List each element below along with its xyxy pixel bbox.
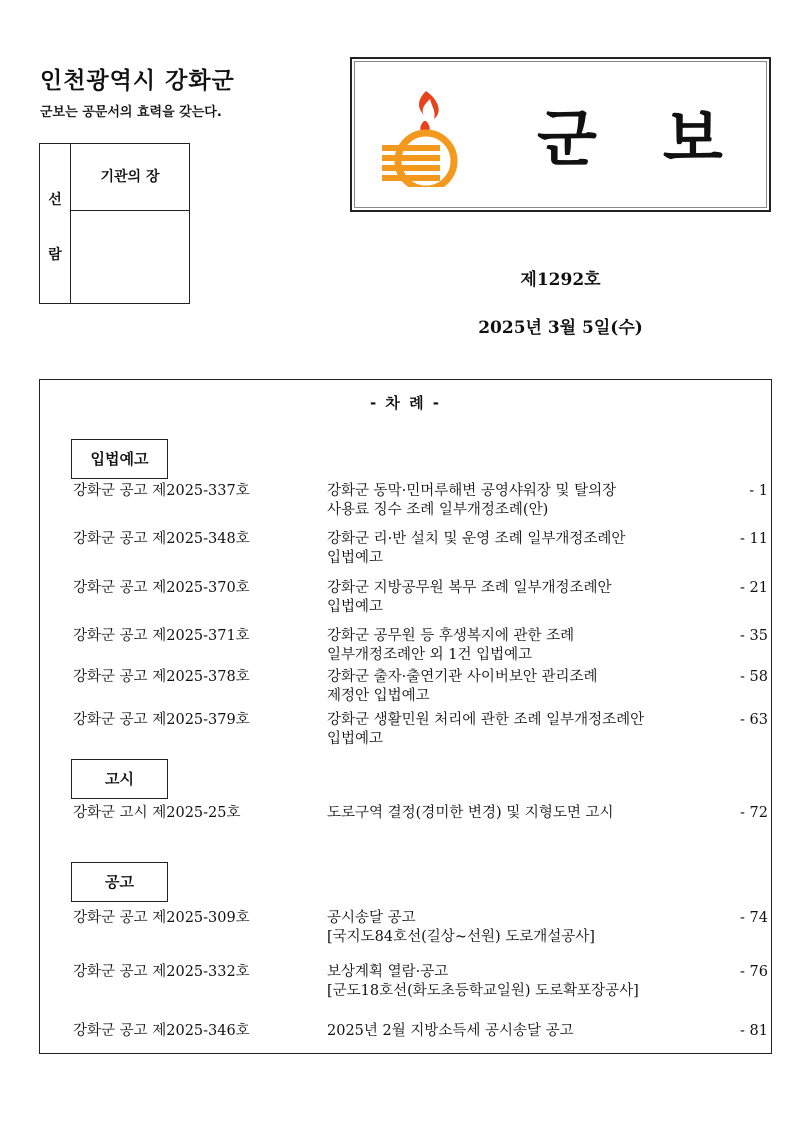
issue-number: 제1292호 bbox=[520, 270, 601, 290]
entry-page: - 76 bbox=[740, 964, 768, 980]
entry-title-line: 강화군 출자·출연기관 사이버보안 관리조례 bbox=[327, 669, 598, 685]
entry-page: - 58 bbox=[740, 669, 768, 685]
section-label-public-notice: 고시 bbox=[71, 759, 168, 799]
entry-page: - 21 bbox=[740, 580, 768, 596]
entry-code: 강화군 고시 제2025-25호 bbox=[73, 805, 241, 821]
entry-title-line: 강화군 공무원 등 후생복지에 관한 조례 bbox=[327, 628, 575, 644]
entry-title-line: 입법예고 bbox=[327, 599, 384, 615]
entry-title-line: 강화군 동막·민머루해변 공영샤워장 및 탈의장 bbox=[327, 483, 617, 499]
entry-title-line: 보상계획 열람·공고 bbox=[327, 964, 449, 980]
entry-code: 강화군 공고 제2025-309호 bbox=[73, 910, 250, 926]
circulation-side-bottom: 람 bbox=[48, 247, 62, 263]
section-label-announcement: 공고 bbox=[71, 862, 168, 902]
entry-title-line: [국지도84호선(길상~선원) 도로개설공사] bbox=[327, 929, 595, 945]
entry-title-line: [군도18호선(화도초등학교일원) 도로확포장공사] bbox=[327, 983, 639, 999]
entry-page: - 63 bbox=[740, 712, 768, 728]
entry-code: 강화군 공고 제2025-337호 bbox=[73, 483, 250, 499]
entry-title-line: 2025년 2월 지방소득세 공시송달 공고 bbox=[327, 1023, 574, 1039]
org-title: 인천광역시 강화군 bbox=[40, 68, 235, 94]
entry-page: - 11 bbox=[740, 531, 768, 547]
entry-code: 강화군 공고 제2025-378호 bbox=[73, 669, 250, 685]
gangwha-county-emblem-icon bbox=[380, 87, 470, 187]
entry-page: - 74 bbox=[740, 910, 768, 926]
masthead bbox=[350, 57, 789, 212]
entry-code: 강화군 공고 제2025-332호 bbox=[73, 964, 250, 980]
issue-date: 2025년 3월 5일(수) bbox=[478, 318, 643, 338]
entry-title-line: 사용료 징수 조례 일부개정조례(안) bbox=[327, 502, 549, 518]
entry-title-line: 제정안 입법예고 bbox=[327, 688, 430, 704]
entry-code: 강화군 공고 제2025-348호 bbox=[73, 531, 250, 547]
circulation-divider-horizontal bbox=[70, 210, 190, 211]
entry-title-line: 입법예고 bbox=[327, 731, 384, 747]
entry-code: 강화군 공고 제2025-371호 bbox=[73, 628, 250, 644]
entry-title-line: 강화군 지방공무원 복무 조례 일부개정조례안 bbox=[327, 580, 612, 596]
entry-title-line: 일부개정조례안 외 1건 입법예고 bbox=[327, 647, 533, 663]
section-label-legislative-notice: 입법예고 bbox=[71, 439, 168, 479]
circulation-row-head: 기관의 장 bbox=[100, 169, 160, 185]
toc-heading: - 차 례 - bbox=[369, 394, 442, 412]
entry-code: 강화군 공고 제2025-346호 bbox=[73, 1023, 250, 1039]
entry-title-line: 도로구역 결정(경미한 변경) 및 지형도면 고시 bbox=[327, 805, 614, 821]
circulation-side-top: 선 bbox=[48, 192, 62, 208]
circulation-box bbox=[39, 143, 190, 304]
entry-page: - 81 bbox=[740, 1023, 768, 1039]
entry-page: - 72 bbox=[740, 805, 768, 821]
entry-code: 강화군 공고 제2025-379호 bbox=[73, 712, 250, 728]
entry-title-line: 강화군 생활민원 처리에 관한 조례 일부개정조례안 bbox=[327, 712, 645, 728]
entry-code: 강화군 공고 제2025-370호 bbox=[73, 580, 250, 596]
entry-title-line: 강화군 리·반 설치 및 운영 조례 일부개정조례안 bbox=[327, 531, 626, 547]
entry-page: - 35 bbox=[740, 628, 768, 644]
entry-page: - 1 bbox=[749, 483, 768, 499]
entry-title-line: 입법예고 bbox=[327, 550, 384, 566]
masthead-title: 군보 bbox=[537, 102, 789, 175]
table-of-contents bbox=[39, 379, 772, 1054]
entry-title-line: 공시송달 공고 bbox=[327, 910, 416, 926]
org-subtitle: 군보는 공문서의 효력을 갖는다. bbox=[40, 105, 222, 120]
